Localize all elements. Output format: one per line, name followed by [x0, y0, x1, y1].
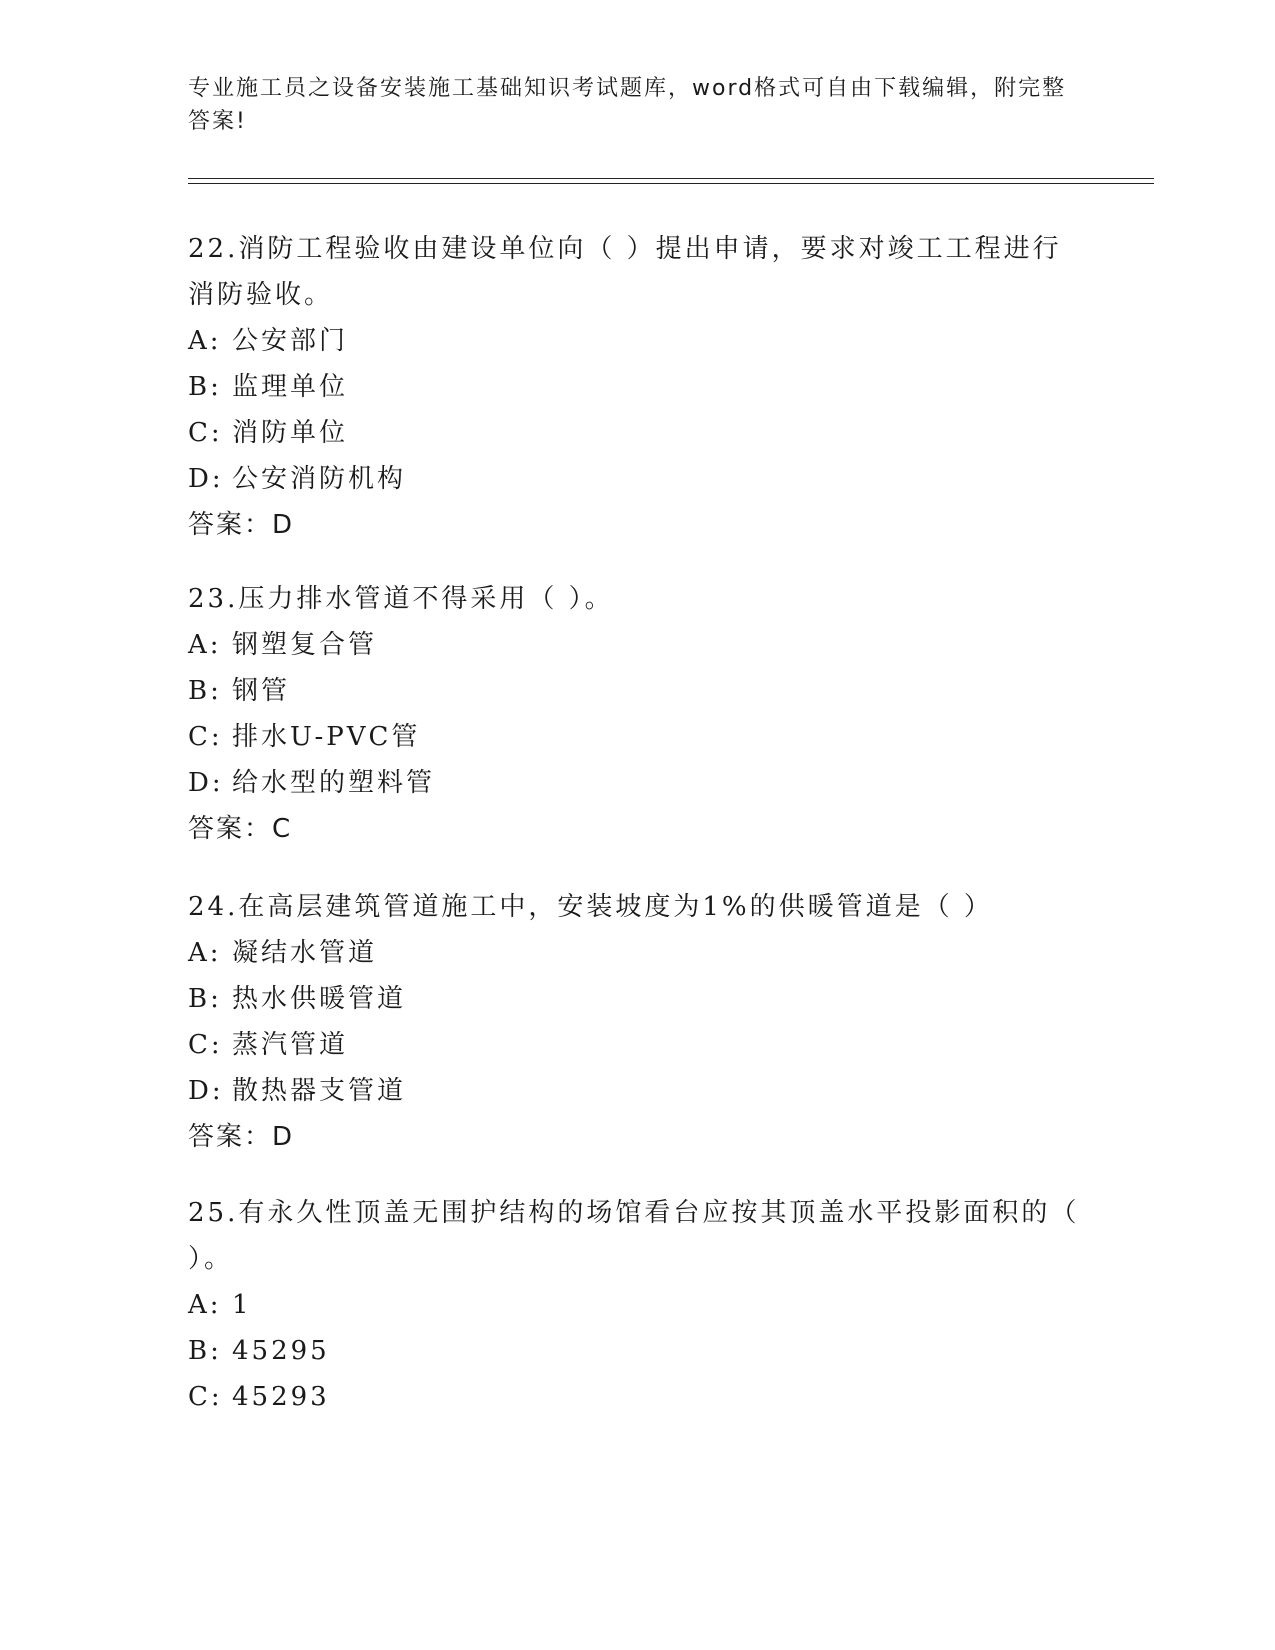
- option-key: D:: [188, 768, 224, 798]
- question-24: [188, 884, 1088, 1160]
- option-a: [188, 622, 1088, 668]
- option-c: [188, 1374, 1088, 1420]
- question-25: [188, 1190, 1088, 1420]
- option-c: [188, 410, 1088, 456]
- option-d: [188, 456, 1088, 502]
- option-text: 45295: [232, 1336, 330, 1366]
- option-c: [188, 714, 1088, 760]
- option-key: B:: [188, 1336, 222, 1366]
- option-text: 散热器支管道: [232, 1076, 407, 1106]
- option-key: B:: [188, 984, 222, 1014]
- question-text: 22.消防工程验收由建设单位向（ ）提出申请，要求对竣工工程进行消防验收。: [188, 234, 1062, 310]
- option-text: 监理单位: [232, 372, 349, 402]
- option-text: 热水供暖管道: [232, 984, 407, 1014]
- question-text: 24.在高层建筑管道施工中，安装坡度为1%的供暖管道是（ ）: [188, 892, 993, 922]
- option-text: 1: [232, 1290, 252, 1320]
- question-text: 23.压力排水管道不得采用（ ）。: [188, 584, 614, 614]
- option-key: C:: [188, 722, 223, 752]
- option-b: [188, 1328, 1088, 1374]
- option-a: [188, 318, 1088, 364]
- option-b: [188, 364, 1088, 410]
- header-divider-bottom: [188, 183, 1154, 184]
- option-key: C:: [188, 418, 223, 448]
- option-key: C:: [188, 1382, 223, 1412]
- option-text: 钢塑复合管: [232, 630, 378, 660]
- option-key: B:: [188, 372, 222, 402]
- option-key: A:: [188, 1290, 222, 1320]
- option-a: [188, 1282, 1088, 1328]
- answer-line: 答案：D: [188, 1122, 295, 1152]
- option-text: 排水U-PVC管: [232, 722, 421, 752]
- question-22: [188, 226, 1088, 548]
- document-header: 专业施工员之设备安装施工基础知识考试题库，word格式可自由下载编辑，附完整答案!: [188, 76, 1067, 134]
- answer-line: 答案：D: [188, 510, 295, 540]
- option-b: [188, 976, 1088, 1022]
- answer-line: 答案：C: [188, 814, 293, 844]
- option-text: 公安消防机构: [232, 464, 407, 494]
- option-text: 公安部门: [232, 326, 349, 356]
- option-a: [188, 930, 1088, 976]
- option-key: A:: [188, 938, 222, 968]
- option-key: D:: [188, 1076, 224, 1106]
- option-text: 给水型的塑料管: [232, 768, 436, 798]
- option-b: [188, 668, 1088, 714]
- option-key: A:: [188, 326, 222, 356]
- option-text: 凝结水管道: [232, 938, 378, 968]
- option-key: D:: [188, 464, 224, 494]
- question-23: [188, 576, 1088, 852]
- option-key: C:: [188, 1030, 223, 1060]
- option-d: [188, 1068, 1088, 1114]
- option-key: A:: [188, 630, 222, 660]
- option-text: 钢管: [232, 676, 291, 706]
- option-text: 蒸汽管道: [232, 1030, 349, 1060]
- question-text: 25.有永久性顶盖无围护结构的场馆看台应按其顶盖水平投影面积的（ ）。: [188, 1198, 1080, 1274]
- option-c: [188, 1022, 1088, 1068]
- option-text: 45293: [232, 1382, 330, 1412]
- option-d: [188, 760, 1088, 806]
- option-text: 消防单位: [232, 418, 349, 448]
- option-key: B:: [188, 676, 222, 706]
- header-divider-top: [188, 178, 1154, 179]
